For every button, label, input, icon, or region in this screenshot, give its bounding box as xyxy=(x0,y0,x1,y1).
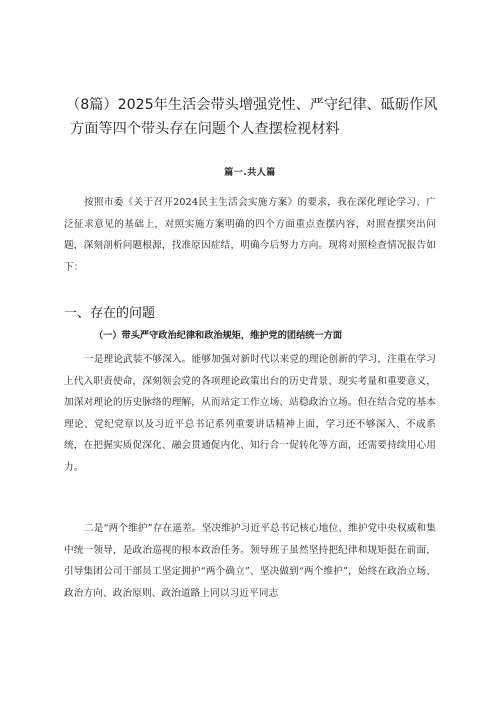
body-paragraph-1: 一是理论武装不够深入。能够加强对新时代以来党的理论创新的学习，注重在学习上代入职责使命，深刻领会党的各项理论政策出台的历史背景、现实考量和重要意义，加深对理论的历史脉络的理解，从而站定工作立场、站稳政治立场。但在结合党的基本理论、党纪党章以及习近平总书记系列重要讲话精神上面，学习还不够深入、不成系统，在把握实质促深化、融会贯通促内化、知行合一促转化等方面，还需要持续用心用力。 xyxy=(64,354,436,473)
body-paragraph-2: 二是“两个维护”存在遥差。坚决维护习近平总书记核心地位、维护党中央权威和集中统一领导，是政治巡视的根本政治任务。领导班子虽然坚持把纪律和规矩挺在前面，引导集团公司干部员工坚定拥护“两个确立”、坚决做到“两个维护”，始终在政治立场、政治方向、政治原则、政治道路上同以习近平同志 xyxy=(64,523,436,599)
heading-level-2: （一）带头严守政治纪律和政治规矩，维护党的团结统一方面 xyxy=(94,330,343,341)
heading-level-1: 一、存在的问题 xyxy=(64,306,156,321)
section-heading: 篇一.共人篇 xyxy=(224,168,276,178)
intro-paragraph: 按照市委《关于召开2024民主生活会实施方案》的要求，我在深化理论学习、广泛征求意见的基础上，对照实施方案明确的四个方面重点查摆内容，对照查摆突出问题，深刻剖析问题根源，找准原因症结，明确今后努力方向。现将对照检查情况报告如下： xyxy=(64,197,436,273)
document-title: （8篇）2025年生活会带头增强党性、严守纪律、砥砺作风方面等四个带头存在问题个人查摆检视材料 xyxy=(66,97,438,137)
